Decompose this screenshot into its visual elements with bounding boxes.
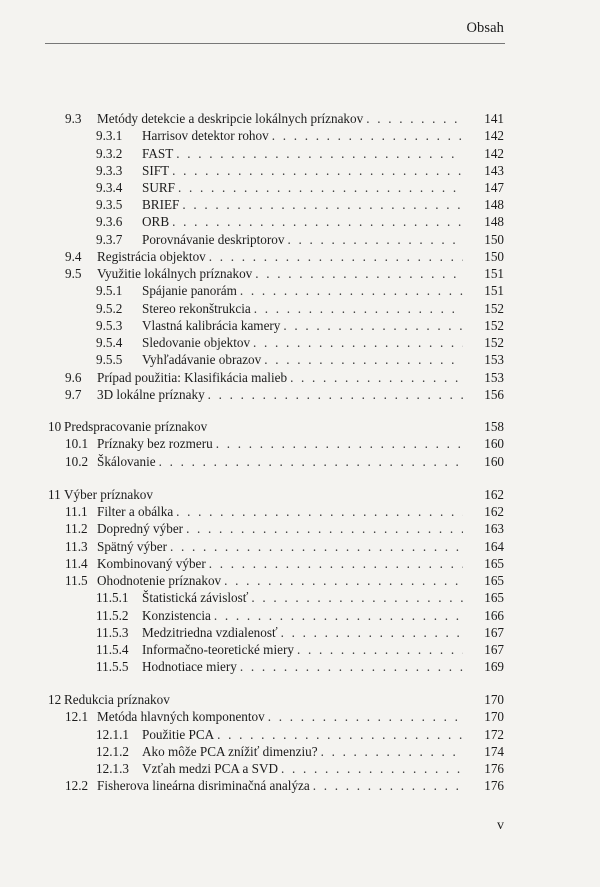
toc-entry-number: 12.1.2 <box>96 744 129 759</box>
toc-entry-title <box>142 127 463 144</box>
toc-entry-title-text: Výber príznakov <box>64 487 153 502</box>
toc-entry-page: 151 <box>484 266 504 281</box>
toc-entry-number: 11.5.2 <box>96 608 129 623</box>
toc-entry-number: 12.1.1 <box>96 727 129 742</box>
toc-entry-title-text: Vyhľadávanie obrazov <box>142 352 262 367</box>
leader-dots <box>255 265 463 282</box>
toc-entry-title <box>97 386 463 403</box>
toc-entry-title-text: Príznaky bez rozmeru <box>97 436 213 451</box>
toc-entry-title <box>97 248 463 265</box>
toc-entry-page: 167 <box>484 625 504 640</box>
leader-dots <box>176 503 463 520</box>
toc-entry-number: 11.4 <box>65 556 88 571</box>
toc-entry-title <box>142 162 463 179</box>
toc-section-row[interactable] <box>0 110 600 127</box>
leader-dots <box>217 726 463 743</box>
toc-subsection-row[interactable] <box>0 179 600 196</box>
toc-entry-title-text: Porovnávanie deskriptorov <box>142 232 285 247</box>
toc-entry-page: 163 <box>484 521 504 536</box>
toc-section-row[interactable] <box>0 520 600 537</box>
toc-entry-title-text: 3D lokálne príznaky <box>97 387 205 402</box>
toc-entry-title <box>97 110 463 127</box>
leader-dots <box>159 453 463 470</box>
toc-entry-number: 10.2 <box>65 454 89 469</box>
toc-section-row[interactable] <box>0 777 600 794</box>
toc-chapter-row[interactable] <box>0 418 600 435</box>
toc-entry-number: 9.3.3 <box>96 163 123 178</box>
leader-dots <box>240 282 463 299</box>
toc-entry-number: 9.3.7 <box>96 232 123 247</box>
leader-dots <box>251 589 463 606</box>
leader-dots <box>172 213 463 230</box>
toc-subsection-row[interactable] <box>0 624 600 641</box>
leader-dots <box>178 179 463 196</box>
leader-dots <box>253 334 463 351</box>
toc-entry-title-text: Filter a obálka <box>97 504 174 519</box>
toc-entry-title-text: Vlastná kalibrácia kamery <box>142 318 281 333</box>
toc-entry-number: 9.7 <box>65 387 82 402</box>
toc-entry-page: 141 <box>484 111 504 126</box>
toc-entry-title-text: Sledovanie objektov <box>142 335 251 350</box>
toc-entry-number: 9.5.1 <box>96 283 123 298</box>
leader-dots <box>208 386 463 403</box>
toc-entry-title <box>64 691 463 708</box>
toc-subsection-row[interactable] <box>0 162 600 179</box>
toc-entry-title <box>97 555 463 572</box>
toc-entry-page: 162 <box>484 504 504 519</box>
leader-dots <box>240 658 463 675</box>
toc-entry-number: 10.1 <box>65 436 89 451</box>
toc-entry-number: 9.5.4 <box>96 335 123 350</box>
toc-entry-page: 150 <box>484 249 504 264</box>
toc-entry-title-text: Vzťah medzi PCA a SVD <box>142 761 279 776</box>
toc-subsection-row[interactable] <box>0 282 600 299</box>
toc-section-row[interactable] <box>0 435 600 452</box>
toc-section-row[interactable] <box>0 572 600 589</box>
toc-entry-title-text: ORB <box>142 214 170 229</box>
header-rule <box>45 43 505 44</box>
toc-entry-title-text: Spájanie panorám <box>142 283 237 298</box>
toc-subsection-row[interactable] <box>0 726 600 743</box>
toc-entry-number: 9.3.2 <box>96 146 123 161</box>
toc-entry-page: 166 <box>484 608 504 623</box>
toc-entry-number: 9.5.5 <box>96 352 123 367</box>
toc-subsection-row[interactable] <box>0 351 600 368</box>
toc-entry-title <box>97 435 463 452</box>
toc-entry-title-text: Využitie lokálnych príznakov <box>97 266 253 281</box>
toc-entry-page: 160 <box>484 436 504 451</box>
toc-entry-title-text: Spätný výber <box>97 539 167 554</box>
toc-entry-title <box>97 777 463 794</box>
toc-entry-title-text: SURF <box>142 180 175 195</box>
toc-entry-page: 164 <box>484 539 504 554</box>
toc-subsection-row[interactable] <box>0 317 600 334</box>
toc-entry-title <box>97 538 463 555</box>
leader-dots <box>209 248 463 265</box>
toc-entry-number: 9.5 <box>65 266 82 281</box>
toc-entry-page: 143 <box>484 163 504 178</box>
toc-entry-number: 12.1 <box>65 709 89 724</box>
toc-entry-title-text: SIFT <box>142 163 170 178</box>
toc-entry-title-text: Štatistická závislosť <box>142 590 249 605</box>
toc-entry-title-text: Fisherova lineárna disriminačná analýza <box>97 778 310 793</box>
toc-entry-title-text: Stereo rekonštrukcia <box>142 301 251 316</box>
toc-entry-title-text: Metódy detekcie a deskripcie lokálnych príznakov <box>97 111 364 126</box>
leader-dots <box>313 777 463 794</box>
toc-entry-number: 11.5.3 <box>96 625 129 640</box>
toc-section-row[interactable] <box>0 538 600 555</box>
toc-subsection-row[interactable] <box>0 127 600 144</box>
toc-entry-number: 11.5.5 <box>96 659 129 674</box>
toc-entry-title <box>142 317 463 334</box>
toc-subsection-row[interactable] <box>0 589 600 606</box>
leader-dots <box>214 607 463 624</box>
toc-entry-page: 152 <box>484 318 504 333</box>
toc-entry-title-text: Medzitriedna vzdialenosť <box>142 625 278 640</box>
toc-entry-title-text: Harrisov detektor rohov <box>142 128 269 143</box>
toc-entry-page: 165 <box>484 590 504 605</box>
toc-entry-number: 11.5 <box>65 573 88 588</box>
leader-dots <box>290 369 463 386</box>
toc-entry-title <box>142 334 463 351</box>
toc-entry-page: 152 <box>484 301 504 316</box>
toc-entry-page: 158 <box>484 419 504 434</box>
leader-dots <box>321 743 463 760</box>
leader-dots <box>264 351 463 368</box>
toc-entry-title <box>97 503 463 520</box>
toc-entry-title <box>142 351 463 368</box>
toc-entry-page: 152 <box>484 335 504 350</box>
toc-entry-number: 9.4 <box>65 249 82 264</box>
toc-subsection-row[interactable] <box>0 231 600 248</box>
leader-dots <box>254 300 463 317</box>
toc-entry-title <box>142 145 463 162</box>
toc-entry-title-text: Konzistencia <box>142 608 211 623</box>
toc-entry-page: 147 <box>484 180 504 195</box>
leader-dots <box>170 538 463 555</box>
toc-entry-title <box>142 624 463 641</box>
toc-section-row[interactable] <box>0 555 600 572</box>
toc-entry-title-text: Registrácia objektov <box>97 249 206 264</box>
toc-section-row[interactable] <box>0 503 600 520</box>
toc-entry-title-text: Ako môže PCA znížiť dimenziu? <box>142 744 318 759</box>
leader-dots <box>287 231 463 248</box>
toc-entry-page: 170 <box>484 692 504 707</box>
toc-entry-title-text: Použitie PCA <box>142 727 215 742</box>
toc-entry-number: 11.3 <box>65 539 88 554</box>
toc-entry-title-text: Metóda hlavných komponentov <box>97 709 265 724</box>
toc-entry-page: 156 <box>484 387 504 402</box>
toc-entry-title-text: Kombinovaný výber <box>97 556 206 571</box>
toc-entry-number: 11.1 <box>65 504 88 519</box>
toc-entry-number: 9.3 <box>65 111 82 126</box>
toc-entry-title <box>142 231 463 248</box>
toc-entry-page: 151 <box>484 283 504 298</box>
toc-entry-number: 9.3.5 <box>96 197 123 212</box>
toc-entry-title <box>142 726 463 743</box>
toc-entry-page: 165 <box>484 573 504 588</box>
toc-entry-title <box>142 658 463 675</box>
toc-entry-number: 11.5.1 <box>96 590 129 605</box>
toc-entry-title <box>142 743 463 760</box>
toc-entry-number: 12.2 <box>65 778 89 793</box>
toc-entry-number: 11 <box>48 487 61 502</box>
toc-entry-title <box>97 265 463 282</box>
toc-section-row[interactable] <box>0 708 600 725</box>
toc-chapter-row[interactable] <box>0 486 600 503</box>
toc-subsection-row[interactable] <box>0 334 600 351</box>
toc-entry-page: 153 <box>484 370 504 385</box>
toc-entry-title <box>142 300 463 317</box>
toc-entry-number: 9.3.4 <box>96 180 123 195</box>
toc-entry-number: 11.2 <box>65 521 88 536</box>
toc-subsection-row[interactable] <box>0 196 600 213</box>
toc-section-row[interactable] <box>0 386 600 403</box>
toc-section-row[interactable] <box>0 265 600 282</box>
toc-entry-page: 174 <box>484 744 504 759</box>
leader-dots <box>182 196 463 213</box>
leader-dots <box>272 127 463 144</box>
page-number-footer: v <box>497 818 504 833</box>
leader-dots <box>176 145 463 162</box>
toc-entry-page: 160 <box>484 454 504 469</box>
toc-entry-title <box>97 708 463 725</box>
leader-dots <box>216 435 463 452</box>
toc-entry-title-text: Dopredný výber <box>97 521 184 536</box>
toc-entry-title <box>142 179 463 196</box>
leader-dots <box>186 520 463 537</box>
toc-entry-page: 148 <box>484 214 504 229</box>
toc-entry-page: 172 <box>484 727 504 742</box>
toc-section-row[interactable] <box>0 369 600 386</box>
toc-entry-title-text: Redukcia príznakov <box>64 692 170 707</box>
toc-subsection-row[interactable] <box>0 641 600 658</box>
toc-subsection-row[interactable] <box>0 213 600 230</box>
toc-entry-number: 12.1.3 <box>96 761 129 776</box>
toc-entry-title <box>142 641 463 658</box>
toc-entry-number: 9.5.2 <box>96 301 123 316</box>
toc-entry-title <box>142 213 463 230</box>
leader-dots <box>366 110 463 127</box>
toc-entry-title-text: Prípad použitia: Klasifikácia malieb <box>97 370 288 385</box>
toc-entry-number: 9.3.1 <box>96 128 123 143</box>
toc-entry-number: 12 <box>48 692 62 707</box>
toc-entry-page: 142 <box>484 128 504 143</box>
toc-entry-number: 9.6 <box>65 370 82 385</box>
toc-entry-title <box>142 607 463 624</box>
toc-entry-page: 170 <box>484 709 504 724</box>
leader-dots <box>268 708 463 725</box>
toc-entry-title-text: Škálovanie <box>97 454 156 469</box>
leader-dots <box>281 760 463 777</box>
toc-entry-title-text: Predspracovanie príznakov <box>64 419 208 434</box>
toc-entry-title-text: Ohodnotenie príznakov <box>97 573 222 588</box>
toc-entry-page: 148 <box>484 197 504 212</box>
leader-dots <box>224 572 463 589</box>
toc-entry-title-text: Informačno-teoretické miery <box>142 642 294 657</box>
leader-dots <box>209 555 463 572</box>
toc-subsection-row[interactable] <box>0 743 600 760</box>
toc-entry-number: 9.5.3 <box>96 318 123 333</box>
toc-entry-title <box>97 453 463 470</box>
toc-entry-page: 153 <box>484 352 504 367</box>
toc-entry-number: 10 <box>48 419 62 434</box>
toc-entry-page: 169 <box>484 659 504 674</box>
toc-entry-title-text: BRIEF <box>142 197 180 212</box>
toc-entry-title <box>64 486 463 503</box>
toc-entry-title-text: FAST <box>142 146 174 161</box>
leader-dots <box>172 162 463 179</box>
toc-entry-page: 162 <box>484 487 504 502</box>
toc-entry-number: 9.3.6 <box>96 214 123 229</box>
toc-subsection-row[interactable] <box>0 607 600 624</box>
toc-subsection-row[interactable] <box>0 658 600 675</box>
toc-entry-title-text: Hodnotiace miery <box>142 659 237 674</box>
toc-entry-title <box>64 418 463 435</box>
toc-entry-title <box>142 760 463 777</box>
toc-entry-number: 11.5.4 <box>96 642 129 657</box>
toc-section-row[interactable] <box>0 248 600 265</box>
toc-entry-page: 176 <box>484 761 504 776</box>
toc-entry-page: 142 <box>484 146 504 161</box>
toc-entry-page: 167 <box>484 642 504 657</box>
leader-dots <box>283 317 463 334</box>
toc-entry-title <box>97 520 463 537</box>
leader-dots <box>281 624 463 641</box>
toc-entry-page: 176 <box>484 778 504 793</box>
toc-entry-title <box>142 196 463 213</box>
toc-entry-title <box>142 282 463 299</box>
toc-subsection-row[interactable] <box>0 145 600 162</box>
toc-subsection-row[interactable] <box>0 760 600 777</box>
toc-subsection-row[interactable] <box>0 300 600 317</box>
toc-section-row[interactable] <box>0 453 600 470</box>
toc-chapter-row[interactable] <box>0 691 600 708</box>
toc-entry-title <box>142 589 463 606</box>
toc-entry-title <box>97 369 463 386</box>
leader-dots <box>297 641 463 658</box>
running-header-title: Obsah <box>466 20 504 36</box>
toc-entry-title <box>97 572 463 589</box>
toc-entry-page: 150 <box>484 232 504 247</box>
toc-entry-page: 165 <box>484 556 504 571</box>
